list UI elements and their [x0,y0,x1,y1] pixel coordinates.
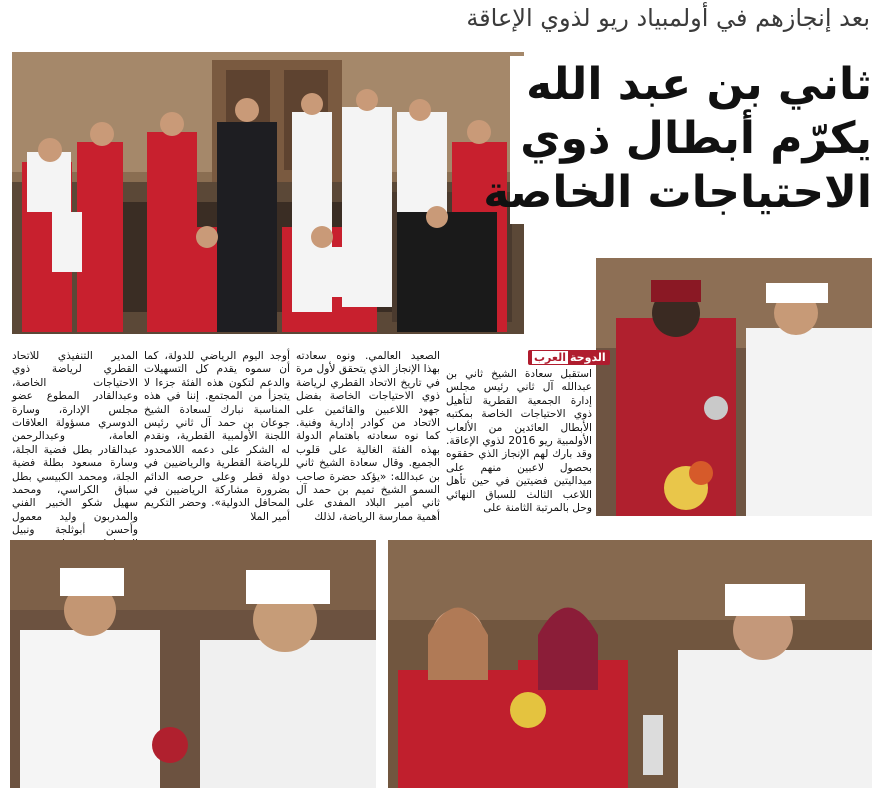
kicker-headline: بعد إنجازهم في أولمبياد ريو لذوي الإعاقة [466,4,870,32]
medal-handover-photo [596,258,872,516]
newspaper-logo [528,346,610,365]
group-photo [12,52,524,334]
body-column-3: أوجد اليوم الرياضي للدولة، كما أن سموه يقدم كل التسهيلات والدعم لتكون هذه الفئة جزءا لا يتجزأ من المجتمع. إننا في هذه المناسبة نبارك لسعادة الشيخ جوعان بن حمد آل ثاني رئيس اللجنة الأولمبية القطرية، ونقدم له الشكر على دعمه اللامحدود للرياضة القطرية والرياضيين في دولة قطر وعلى حرصه الدائم بضرورة مشاركة الرياضيين في المحافل الدولية». وحضر التكريم أمير الملا [144,350,290,523]
headline-line-3: الاحتياجات الخاصة [483,167,872,218]
headline-line-1: ثاني بن عبد الله [526,59,872,110]
logo-badge [528,350,610,365]
headline-box [483,56,872,224]
headline-line-2: يكرّم أبطال ذوي [520,113,872,164]
body-column-2: الصعيد العالمي. ونوه سعادته بهذا الإنجاز الذي يتحقق لأول مرة في تاريخ الاتحاد القطري لرياضة ذوي الاحتياجات الخاصة بفضل جهود اللاعبين والقائمين على الاتحاد من كوادر إدارية وفنية. كما نوه سعادته باهتمام الدولة بهذه الفئة الغالية على قلوب الجميع. وقال سعادة الشيخ ثاني بن عبدالله: «يؤكد حضرة صاحب السمو الشيخ تميم بن حمد آل ثاني أمير البلاد المفدى على أهمية ممارسة الرياضة، لذلك [296,350,440,523]
handshake-photo [10,540,376,788]
logo-name: الدوحة [570,351,606,364]
logo-sub: العرب [534,351,567,364]
body-column-1: استقبل سعادة الشيخ ثاني بن عبدالله آل ثاني رئيس مجلس إدارة الجمعية القطرية لتأهيل ذوي الاحتياجات الخاصة بمكتبه الأبطال العائدين من الألعاب الأولمبية ريو 2016 لذوي الإعاقة. وقد بارك لهم الإنجاز الذي حققوه بحصول لاعبين منهم على ميداليتين فضيتين في حين تأهل اللاعب الثالث للسباق النهائي وحل بالمرتبة الثامنة على [446,368,592,515]
award-presentation-photo [388,540,872,788]
body-column-4: المدير التنفيذي للاتحاد القطري لرياضة ذوي الاحتياجات الخاصة، وعبدالقادر المطوع عضو مجلس الإدارة، وسارة الدوسري مسؤولة العلاقات العامة، وعبدالرحمن عبدالقادر بطل فضية الجلة، وسارة مسعود بطلة فضية الجلة، ومحمد الكبيسي بطل سباق الكراسي، ومحمد سهيل شكو الخبير الفني والمدربون وليد معمول وأحسن أبوثلجة ونبيل [12,350,138,537]
